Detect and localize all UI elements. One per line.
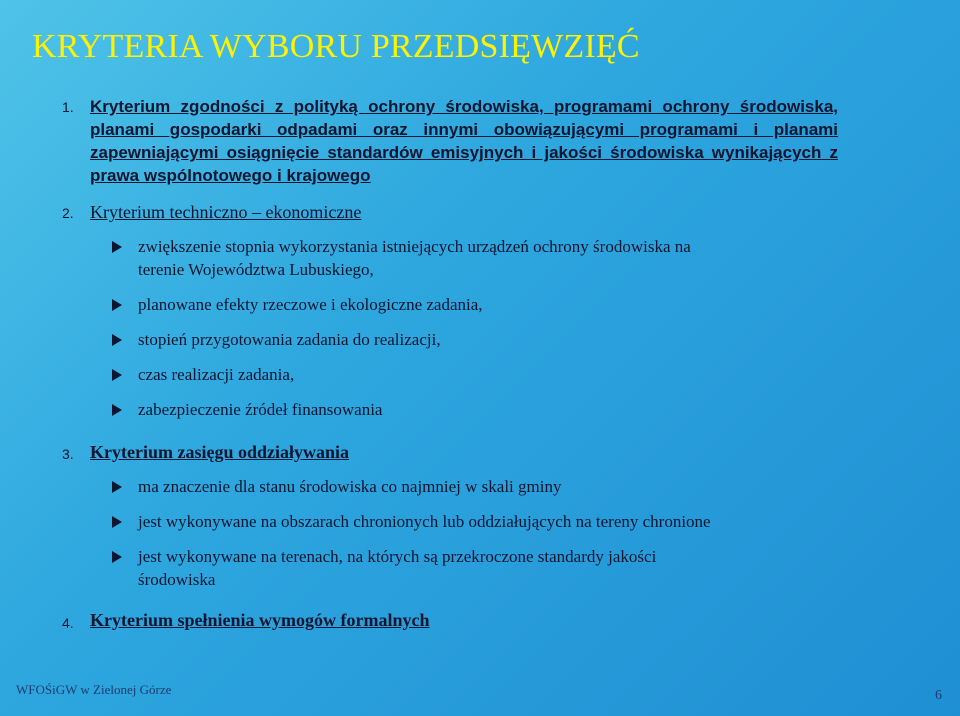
criterion-3-text: Kryterium zasięgu oddziaływania	[90, 442, 349, 462]
criterion-1-text: Kryterium zgodności z polityką ochrony środowiska, programami ochrony środowiska, planami gospodarki odpadami oraz innymi obowiązującymi programami i planami zapewniającymi osiągnięcie standardów emisyjnych i jakości środowiska wynikających z prawa wspólnotowego i krajowego	[90, 97, 838, 185]
footer-organization: WFOŚiGW w Zielonej Górze	[16, 682, 172, 697]
slide-title: KRYTERIA WYBORU PRZEDSIĘWZIĘĆ	[32, 28, 640, 65]
criterion-4-text: Kryterium spełnienia wymogów formalnych	[90, 610, 430, 630]
triangle-right-icon	[112, 299, 122, 311]
page-number: 6	[935, 688, 942, 703]
triangle-right-icon	[112, 404, 122, 416]
criterion-4-number: 4.	[62, 615, 74, 631]
criterion-2-bullet-3: stopień przygotowania zadania do realizacji,	[138, 330, 441, 349]
criterion-2-bullet-1-line-2: terenie Województwa Lubuskiego,	[138, 260, 374, 279]
criterion-3-bullet-2: jest wykonywane na obszarach chronionych lub oddziałujących na tereny chronione	[138, 512, 711, 531]
criterion-1-number: 1.	[62, 99, 74, 115]
criterion-3-bullet-1: ma znaczenie dla stanu środowiska co najmniej w skali gminy	[138, 477, 562, 496]
criterion-2-bullet-4: czas realizacji zadania,	[138, 365, 295, 384]
triangle-right-icon	[112, 334, 122, 346]
criterion-2-bullet-1-line-1: zwiększenie stopnia wykorzystania istniejących urządzeń ochrony środowiska na	[138, 237, 691, 256]
criterion-3-bullet-3-line-2: środowiska	[138, 570, 216, 589]
criterion-2-bullet-2: planowane efekty rzeczowe i ekologiczne zadania,	[138, 295, 483, 314]
criterion-2-number: 2.	[62, 205, 74, 221]
triangle-right-icon	[112, 551, 122, 563]
criterion-3-number: 3.	[62, 446, 74, 462]
triangle-right-icon	[112, 241, 122, 253]
criterion-2-bullet-5: zabezpieczenie źródeł finansowania	[138, 400, 383, 419]
criterion-3-bullet-3-line-1: jest wykonywane na terenach, na których są przekroczone standardy jakości	[138, 547, 657, 566]
criterion-2-text: Kryterium techniczno – ekonomiczne	[90, 202, 362, 222]
triangle-right-icon	[112, 369, 122, 381]
triangle-right-icon	[112, 481, 122, 493]
triangle-right-icon	[112, 516, 122, 528]
